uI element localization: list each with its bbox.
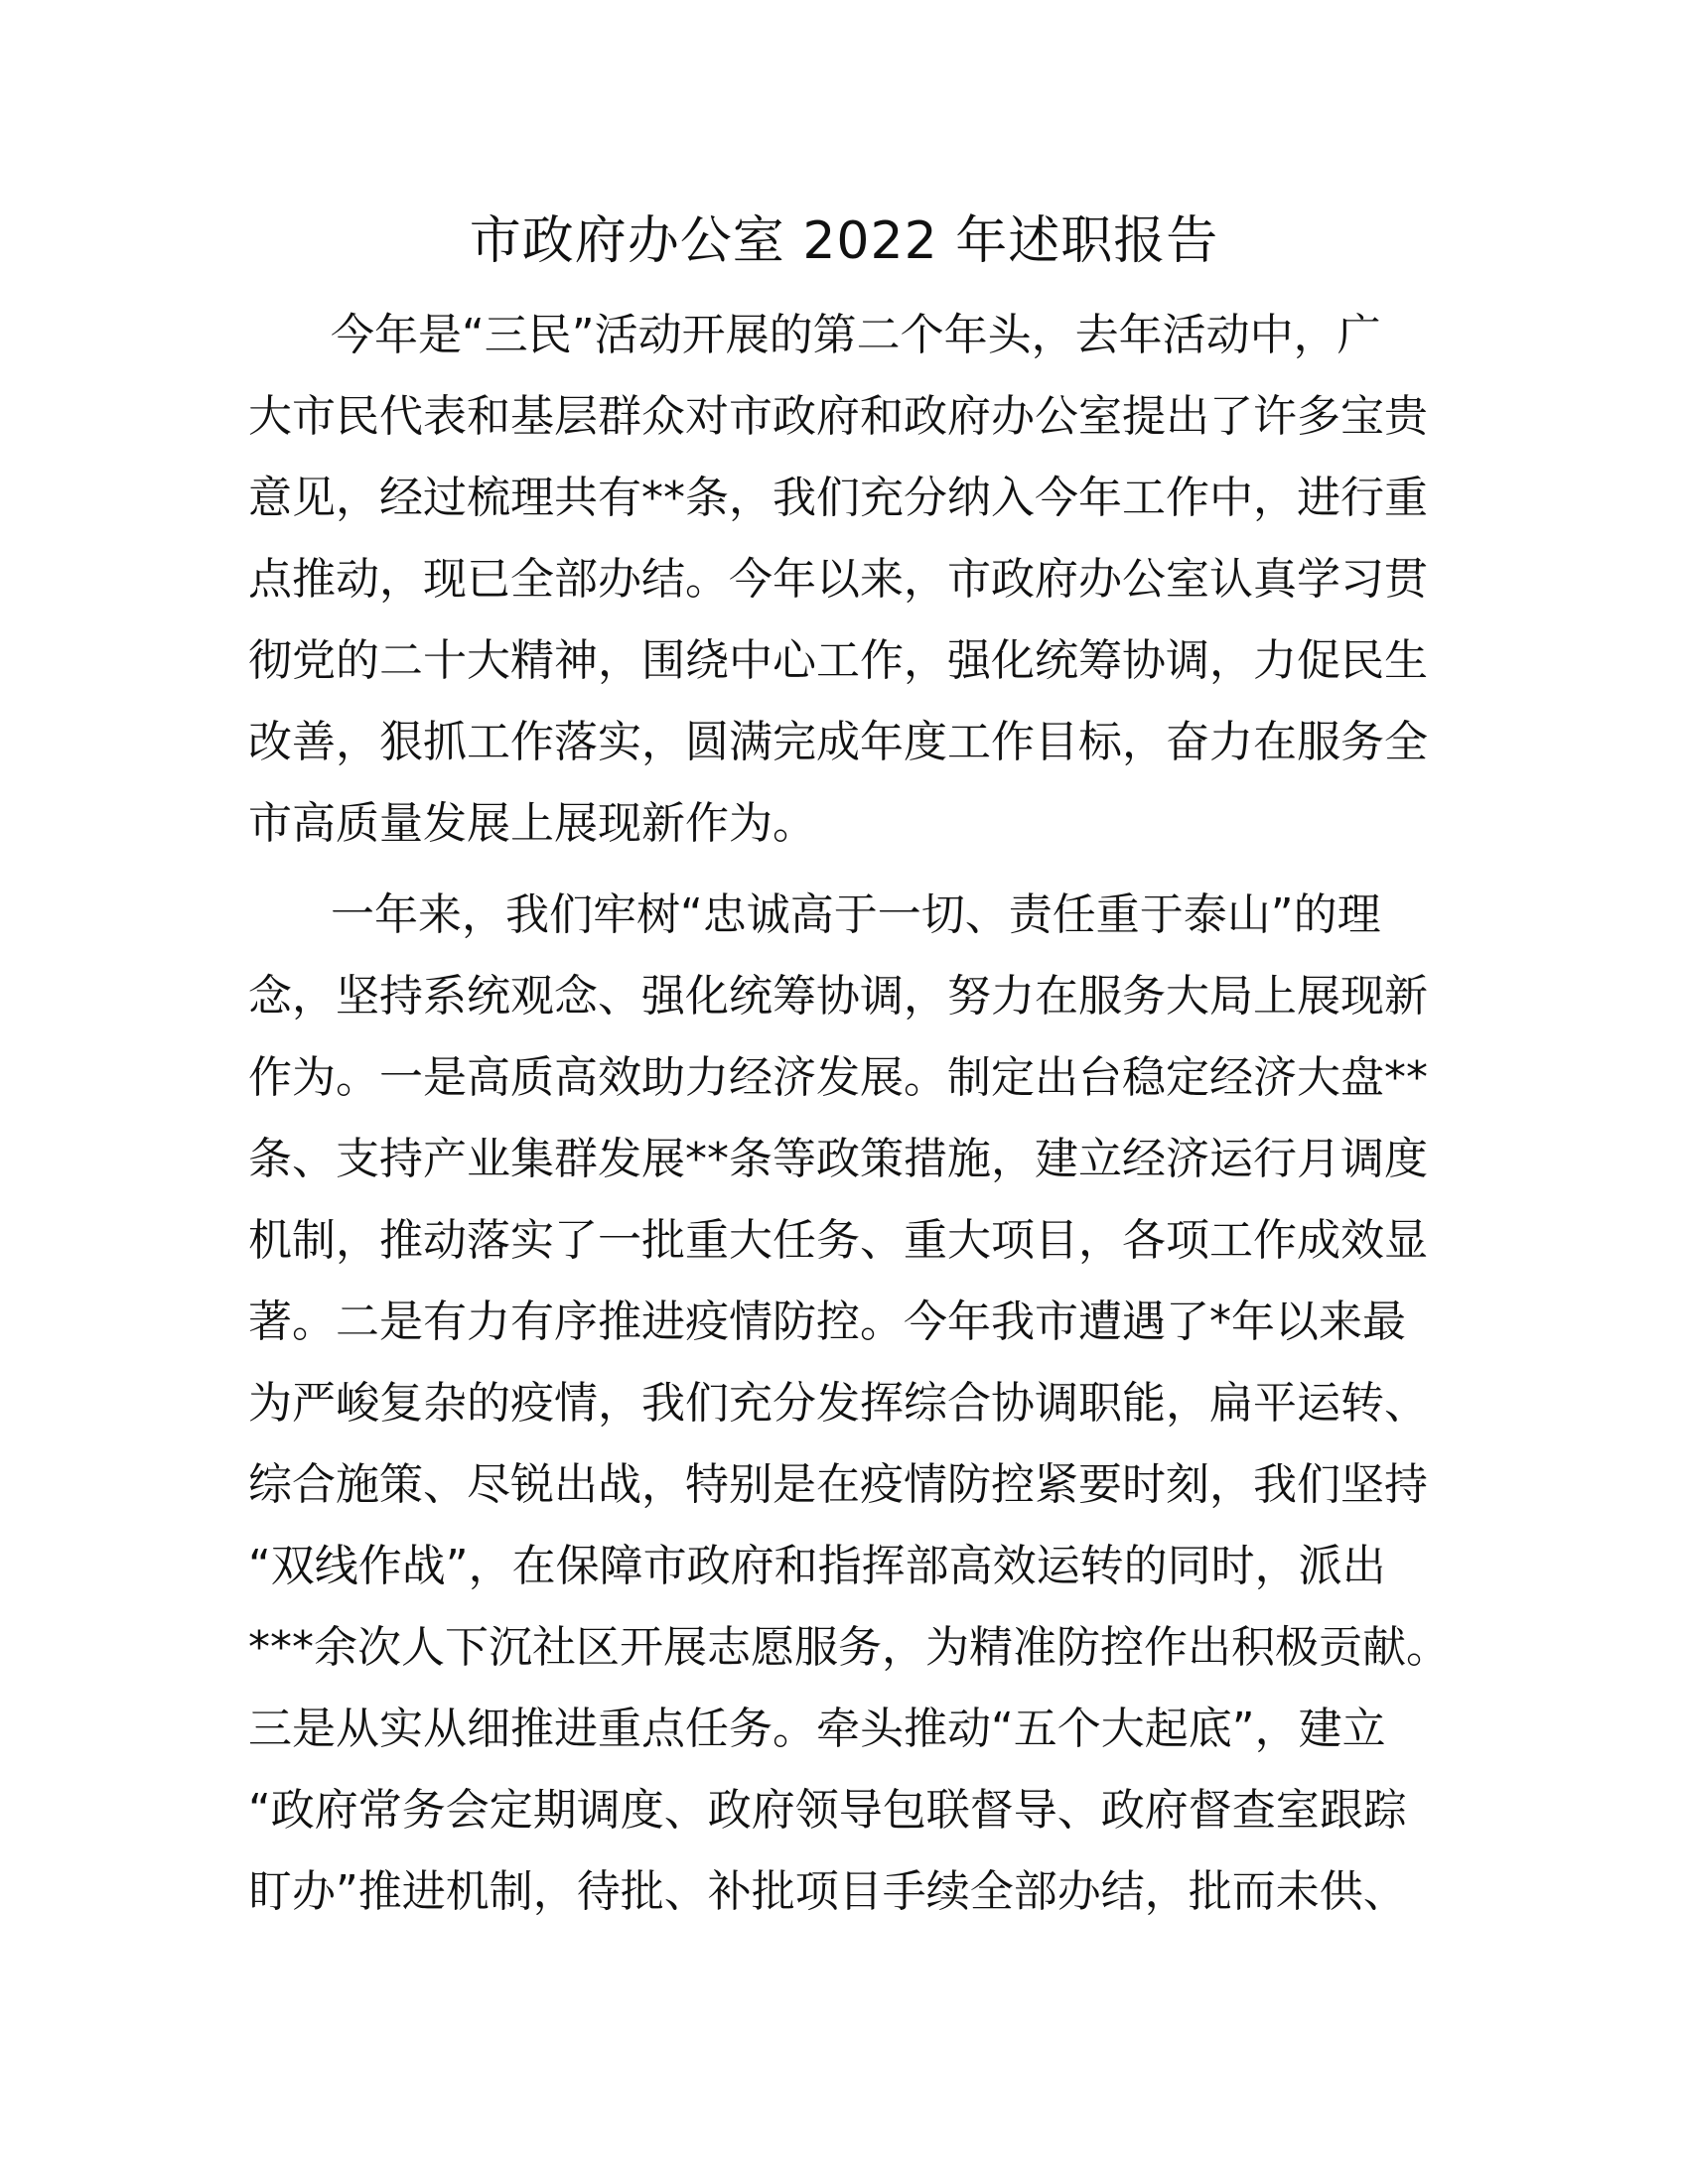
paragraph-1-line-4: 点推动，现已全部办结。今年以来，市政府办公室认真学习贯 — [248, 554, 1428, 605]
paragraph-2-line-4: 条、支持产业集群发展**条等政策措施，建立经济运行月调度 — [248, 1134, 1428, 1184]
document-title: 市政府办公室 2022 年述职报告 — [469, 211, 1219, 271]
paragraph-2-line-7: 为严峻复杂的疫情，我们充分发挥综合协调职能，扁平运转、 — [248, 1378, 1428, 1429]
paragraph-1-line-3: 意见，经过梳理共有**条，我们充分纳入今年工作中，进行重 — [248, 473, 1428, 523]
paragraph-2-line-2: 念，坚持系统观念、强化统筹协调，努力在服务大局上展现新 — [248, 971, 1428, 1022]
paragraph-1-line-5: 彻党的二十大精神，围绕中心工作，强化统筹协调，力促民生 — [248, 635, 1428, 686]
paragraph-2-line-13: 盯办”推进机制，待批、补批项目手续全部办结，批而未供、 — [248, 1866, 1407, 1917]
paragraph-1-line-7: 市高质量发展上展现新作为。 — [248, 798, 816, 849]
paragraph-2-line-3: 作为。一是高质高效助力经济发展。制定出台稳定经济大盘** — [248, 1052, 1428, 1103]
paragraph-1-line-2: 大市民代表和基层群众对市政府和政府办公室提出了许多宝贵 — [248, 391, 1428, 442]
paragraph-2-line-12: “政府常务会定期调度、政府领导包联督导、政府督查室跟踪 — [248, 1785, 1407, 1836]
paragraph-2-line-9: “双线作战”，在保障市政府和指挥部高效运转的同时，派出 — [248, 1541, 1386, 1591]
paragraph-2-line-8: 综合施策、尽锐出战，特别是在疫情防控紧要时刻，我们坚持 — [248, 1459, 1428, 1510]
paragraph-2-line-5: 机制，推动落实了一批重大任务、重大项目，各项工作成效显 — [248, 1215, 1428, 1266]
paragraph-2-line-1: 一年来，我们牢树“忠诚高于一切、责任重于泰山”的理 — [331, 889, 1381, 940]
paragraph-2-line-11: 三是从实从细推进重点任务。牵头推动“五个大起底”，建立 — [248, 1704, 1386, 1754]
paragraph-1-line-1: 今年是“三民”活动开展的第二个年头，去年活动中，广 — [331, 310, 1381, 360]
paragraph-1-line-6: 改善，狠抓工作落实，圆满完成年度工作目标，奋力在服务全 — [248, 717, 1428, 767]
paragraph-2-line-6: 著。二是有力有序推进疫情防控。今年我市遭遇了*年以来最 — [248, 1297, 1406, 1347]
paragraph-2-line-10: ***余次人下沉社区开展志愿服务，为精准防控作出积极贡献。 — [248, 1622, 1450, 1673]
